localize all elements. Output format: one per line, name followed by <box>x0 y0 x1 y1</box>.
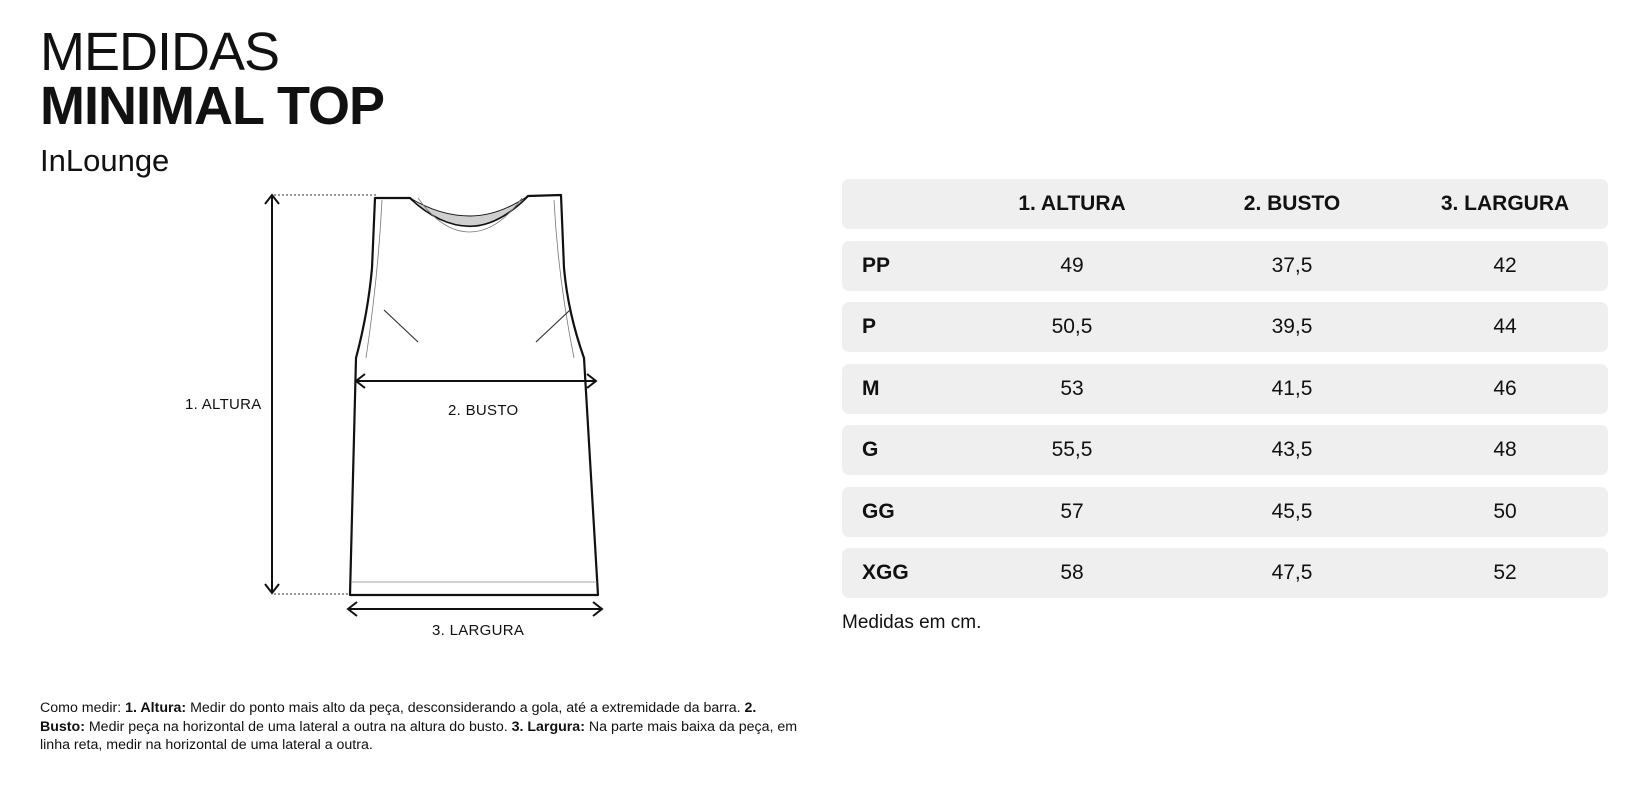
altura-cell: 49 <box>1060 253 1084 277</box>
table-header-row <box>842 179 1608 229</box>
howto-busto-label: 2. Busto: <box>40 700 757 735</box>
table-row <box>842 425 1608 475</box>
size-cell: G <box>862 438 879 461</box>
size-cell: PP <box>862 253 891 277</box>
howto-intro: Como medir: <box>40 700 126 716</box>
size-cell: XGG <box>862 561 909 584</box>
largura-cell: 42 <box>1493 253 1517 277</box>
altura-cell: 58 <box>1060 561 1084 584</box>
busto-cell: 43,5 <box>1271 438 1313 461</box>
page-title-bold: MINIMAL TOP <box>40 76 385 136</box>
altura-cell: 50,5 <box>1051 315 1093 338</box>
size-cell: GG <box>862 499 895 523</box>
howto-largura-text: Na parte mais baixa da peça, em linha reta, medir na horizontal de uma lateral a outra. <box>40 718 798 753</box>
tank-top-illustration <box>170 188 650 648</box>
largura-cell: 48 <box>1493 438 1517 461</box>
header-largura: 3. LARGURA <box>1440 192 1570 215</box>
largura-cell: 44 <box>1493 315 1517 338</box>
how-to-measure <box>40 699 800 755</box>
table-row <box>842 364 1608 414</box>
busto-cell: 45,5 <box>1271 499 1313 523</box>
page-title-light: MEDIDAS <box>40 22 280 82</box>
table-row <box>842 487 1608 537</box>
howto-altura-text: Medir do ponto mais alto da peça, desconsiderando a gola, até a extremidade da barra. <box>186 700 745 716</box>
busto-cell: 41,5 <box>1271 376 1313 400</box>
busto-cell: 37,5 <box>1271 253 1313 277</box>
busto-cell: 39,5 <box>1271 315 1313 338</box>
label-busto: 2. BUSTO <box>448 402 519 419</box>
header <box>40 22 385 136</box>
header-busto: 2. BUSTO <box>1243 192 1341 215</box>
largura-cell: 46 <box>1493 376 1517 400</box>
table-row <box>842 302 1608 352</box>
size-cell: M <box>862 376 880 400</box>
garment-diagram <box>170 188 650 648</box>
largura-cell: 50 <box>1493 499 1517 523</box>
busto-cell: 47,5 <box>1271 561 1313 584</box>
table-row <box>842 548 1608 598</box>
label-altura: 1. ALTURA <box>185 396 262 413</box>
brand-name: InLounge <box>40 143 170 178</box>
largura-cell: 52 <box>1493 561 1517 584</box>
howto-largura-label: 3. Largura: <box>511 718 585 735</box>
size-cell: P <box>862 315 877 338</box>
label-largura: 3. LARGURA <box>432 622 525 639</box>
units-note: Medidas em cm. <box>842 612 982 633</box>
altura-cell: 55,5 <box>1051 438 1093 461</box>
size-table <box>842 179 1608 610</box>
altura-cell: 57 <box>1060 499 1084 523</box>
altura-cell: 53 <box>1060 376 1084 400</box>
table-row <box>842 241 1608 291</box>
header-altura: 1. ALTURA <box>1018 192 1126 215</box>
howto-altura-label: 1. Altura: <box>125 700 187 716</box>
howto-busto-text: Medir peça na horizontal de uma lateral a outra na altura do busto. <box>84 718 512 735</box>
